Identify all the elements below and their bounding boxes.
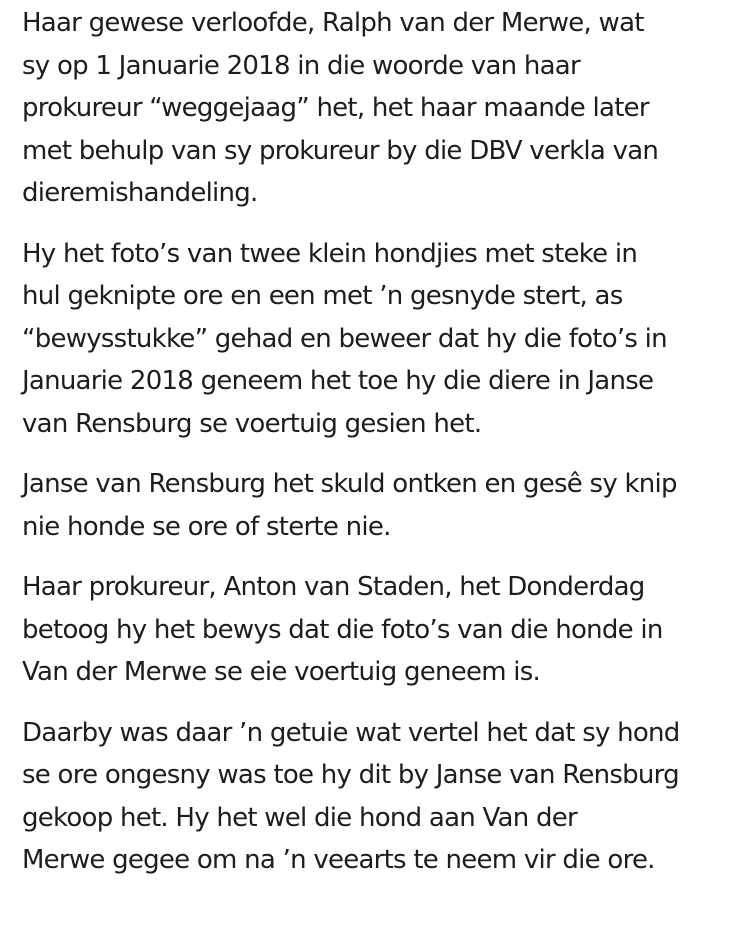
text-line: Haar gewese verloofde, Ralph van der Merwe, wat: [22, 8, 644, 38]
text-line: Janse van Rensburg het skuld ontken en gesê sy knip: [22, 469, 677, 499]
text-line: hul geknipte ore en een met ’n gesnyde stert, as: [22, 281, 623, 311]
text-line: Hy het foto’s van twee klein hondjies met steke in: [22, 238, 638, 269]
text-line: gekoop het. Hy het wel die hond aan Van der: [22, 802, 577, 833]
text-line: met behulp van sy prokureur by die DBV verkla van: [22, 135, 659, 166]
text-line: Januarie 2018 geneem het toe hy die diere in Janse: [22, 366, 654, 396]
paragraph-2: [22, 233, 728, 446]
paragraph-5: [22, 712, 728, 882]
text-line: nie honde se ore of sterte nie.: [22, 511, 391, 542]
text-line: dieremishandeling.: [22, 178, 258, 208]
text-line: van Rensburg se voertuig gesien het.: [22, 408, 482, 439]
text-line: prokureur “weggejaag” het, het haar maande later: [22, 93, 649, 123]
text-line: betoog hy het bewys dat die foto’s van die honde in: [22, 614, 663, 645]
paragraph-1: [22, 2, 728, 215]
text-line: Merwe gegee om na ’n veearts te neem vir die ore.: [22, 845, 655, 875]
text-line: Van der Merwe se eie voertuig geneem is.: [22, 657, 541, 687]
text-line: sy op 1 Januarie 2018 in die woorde van haar: [22, 50, 580, 81]
paragraph-3: [22, 463, 728, 548]
text-line: Haar prokureur, Anton van Staden, het Donderdag: [22, 572, 645, 602]
text-line: se ore ongesny was toe hy dit by Janse van Rensburg: [22, 760, 679, 790]
paragraph-4: [22, 566, 728, 694]
text-line: “bewysstukke” gehad en beweer dat hy die foto’s in: [22, 323, 667, 354]
text-line: Daarby was daar ’n getuie wat vertel het dat sy hond: [22, 717, 680, 748]
